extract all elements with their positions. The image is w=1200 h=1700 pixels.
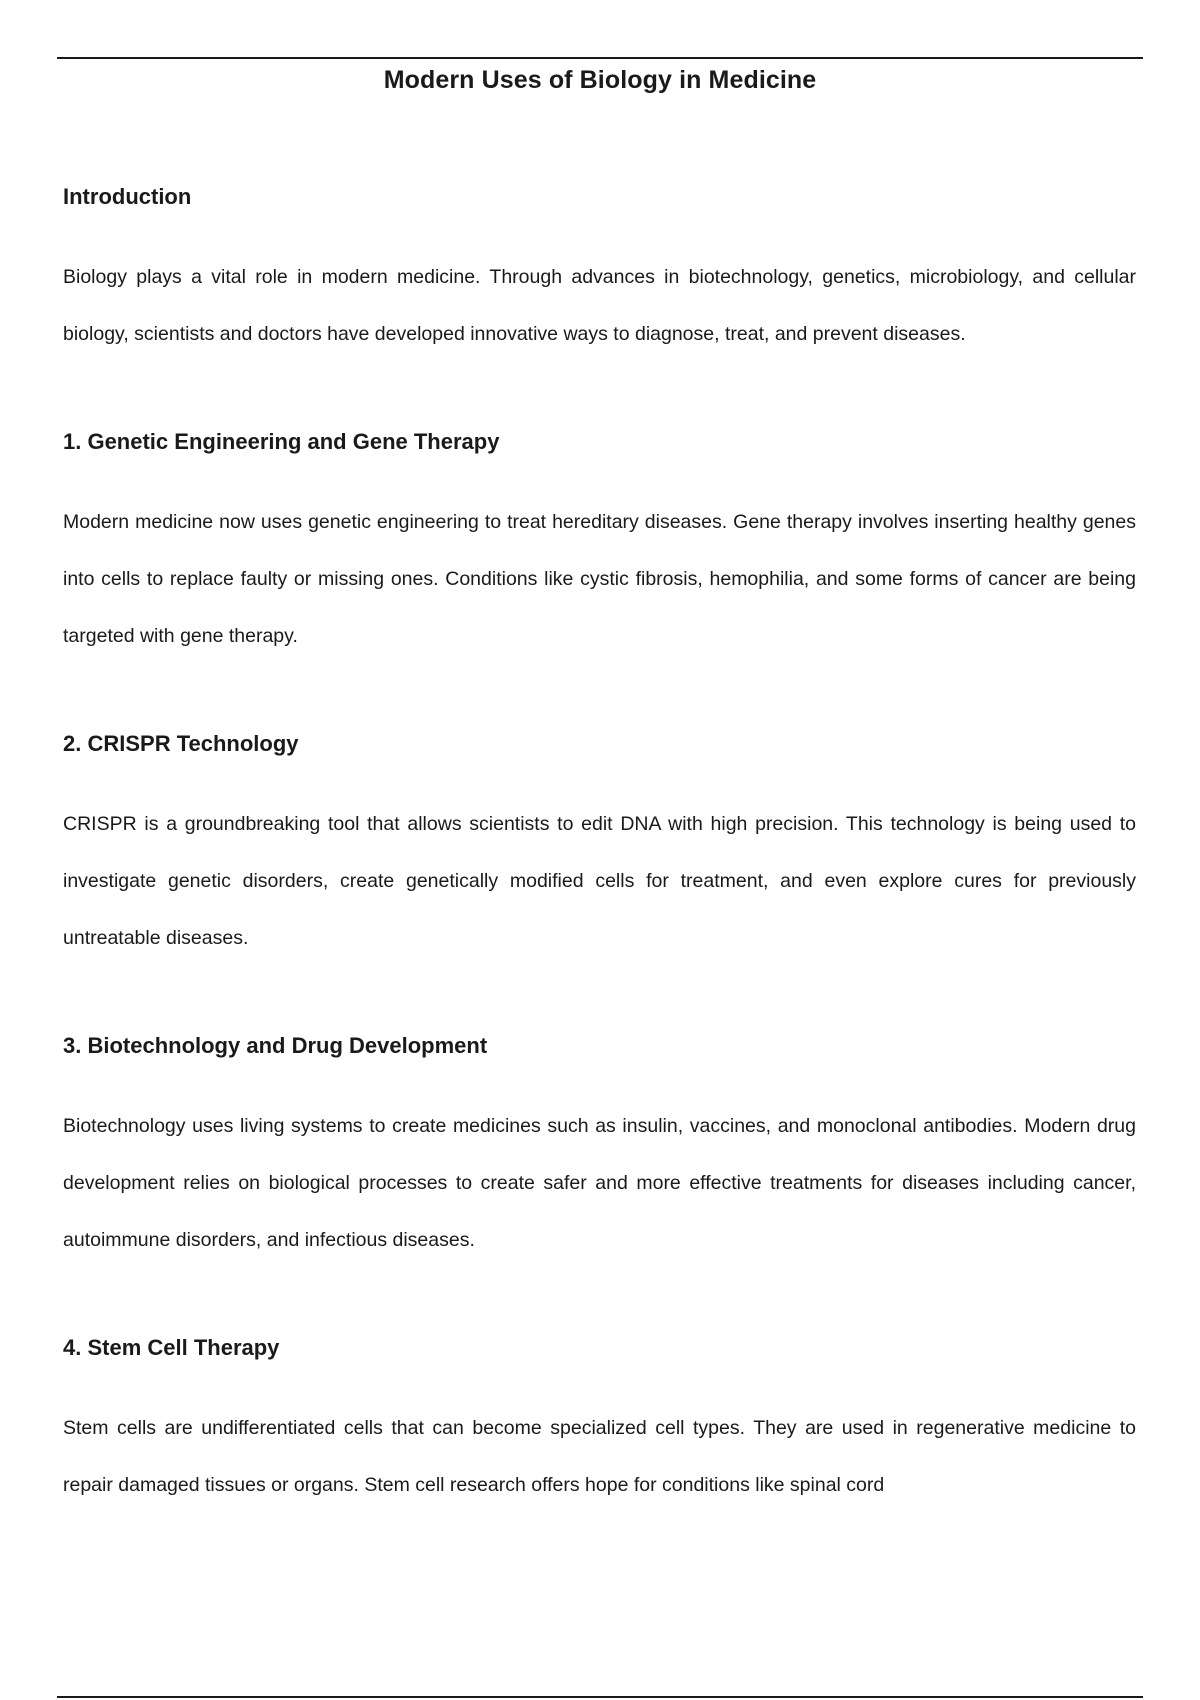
section-paragraph: Modern medicine now uses genetic engineering to treat hereditary diseases. Gene therapy involves inserting healthy genes into cells to replace faulty or missing ones. Conditions like cystic fibrosis, hemophilia, and some forms of cancer are being targeted with gene therapy. xyxy=(63,511,1136,647)
section-biotechnology xyxy=(63,1029,1136,1269)
section-paragraph: CRISPR is a groundbreaking tool that allows scientists to edit DNA with high precision. This technology is being used to investigate genetic disorders, create genetically modified cells for treatment, and even explore cures for previously untreatable diseases. xyxy=(63,813,1136,949)
section-heading: 3. Biotechnology and Drug Development xyxy=(63,1033,488,1058)
section-heading: 2. CRISPR Technology xyxy=(63,731,299,756)
section-heading: 4. Stem Cell Therapy xyxy=(63,1335,280,1360)
section-paragraph: Biotechnology uses living systems to create medicines such as insulin, vaccines, and monoclonal antibodies. Modern drug development relies on biological processes to create safer and more effective treatments for diseases including cancer, autoimmune disorders, and infectious diseases. xyxy=(63,1115,1136,1251)
section-heading: 1. Genetic Engineering and Gene Therapy xyxy=(63,429,500,454)
top-rule xyxy=(57,57,1143,59)
section-introduction xyxy=(63,180,1136,363)
document-body xyxy=(63,180,1136,1514)
section-heading: Introduction xyxy=(63,184,192,209)
section-stem-cell xyxy=(63,1331,1136,1514)
page-title: Modern Uses of Biology in Medicine xyxy=(383,66,817,94)
section-crispr xyxy=(63,727,1136,967)
section-genetic-engineering xyxy=(63,425,1136,665)
section-paragraph: Stem cells are undifferentiated cells that can become specialized cell types. They are used in regenerative medicine to repair damaged tissues or organs. Stem cell research offers hope for conditions like spinal cord xyxy=(63,1417,1136,1496)
bottom-rule xyxy=(57,1696,1143,1698)
section-paragraph: Biology plays a vital role in modern medicine. Through advances in biotechnology, genetics, microbiology, and cellular biology, scientists and doctors have developed innovative ways to diagnose, treat, and prevent diseases. xyxy=(63,266,1136,345)
